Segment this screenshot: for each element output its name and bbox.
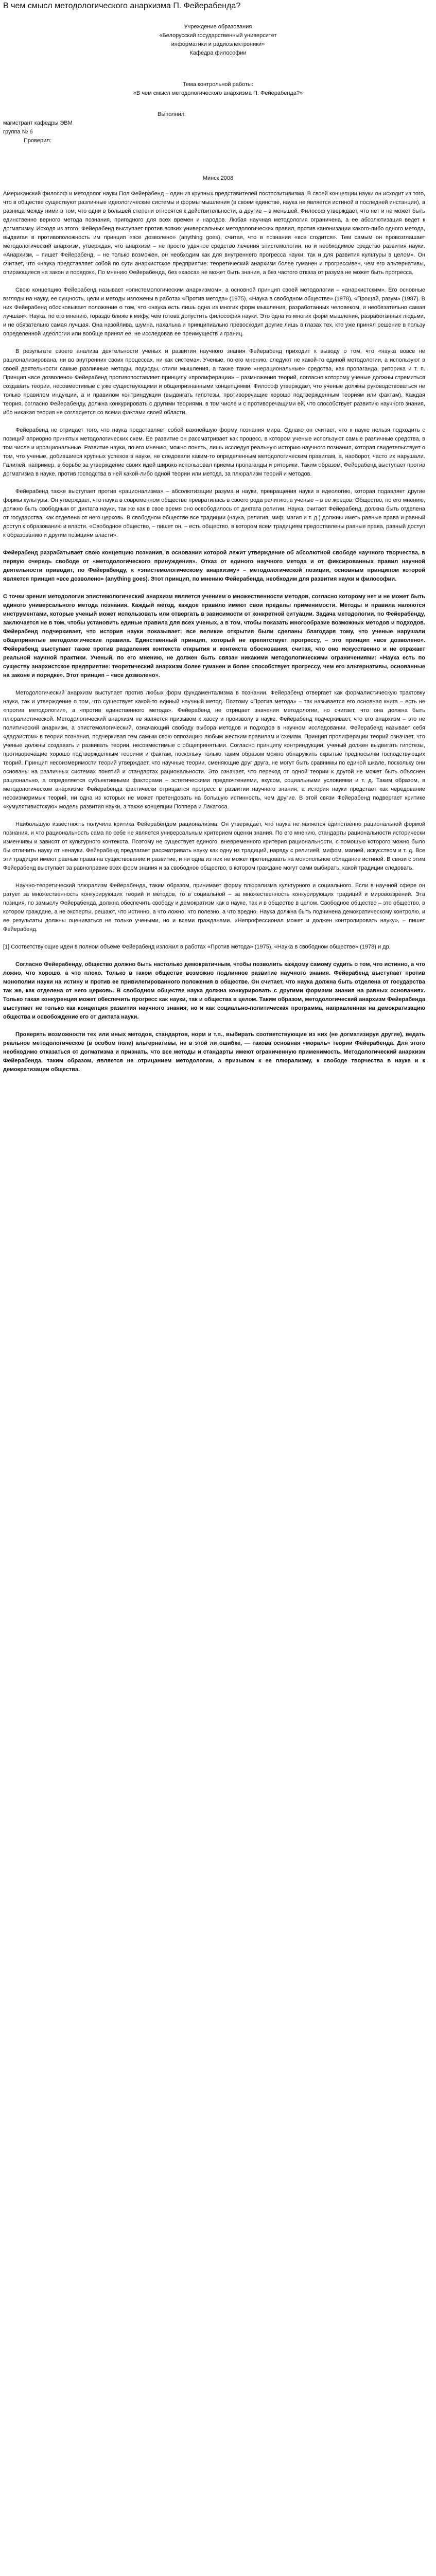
institution-line: «Белорусский государственный университет bbox=[159, 32, 277, 39]
institution-line: Учреждение образования bbox=[184, 24, 252, 30]
student-info-line: магистрант кафедры ЭВМ bbox=[3, 120, 73, 126]
paragraph: Свою концепцию Фейерабенд называет «эпистемологическим анархизмом», а основной принцип своей методологии – «анархистским». Его основные взгляды на науку, ее сущность, цели и методы изложены в работах «Против метода» (1975), «Наука в свободном обществе» (1978), «Прощай, разум» (1987). В них Фейерабенд обосновывает положение о том, что «наука есть лишь одна из многих форм мышления, разработанных человеком, и необязательно самая лучшая». Наука, по его мнению, гораздо ближе к мифу, чем готова допустить философия науки. Это одна из многих форм мышления, разработанных людьми, и не обязательно самая лучшая. Она назойлива, шумна, нахальна и принципиально превосходит другие лишь в глазах тех, кто уже принял решение в пользу определенной идеологии или вообще принял ее, не исследовав ее преимуществ и границ. bbox=[3, 287, 425, 337]
document-title: В чем смысл методологического анархизма П. Фейерабенда? bbox=[3, 2, 241, 10]
paragraph: Фейерабенд также выступает против «рационализма» – абсолютизации разума и науки, превращения науки в идеологию, которая подавляет другие формы культуры. Он утверждает, что наука в современном обществе превратилась в своего рода религию, а ученые – в ее жрецов. Общество, по его мнению, должно быть свободным от диктата науки, так же как в свое время оно освободилось от диктата религии. Наука, считает Фейерабенд, должна быть отделена от государства, как отделена от него церковь. В свободном обществе все традиции (наука, религия, миф, магия и т. д.) должны иметь равные права и равный доступ к образованию и власти. «Свободное общество, – пишет он, – есть общество, в котором всем традициям предоставлены равные права, равный доступ к образованию и другим позициям власти». bbox=[3, 488, 425, 538]
institution-block bbox=[0, 23, 436, 58]
paragraph: Методологический анархизм выступает против любых форм фундаментализма в познании. Фейерабенд отвергает как формалистическую трактовку науки, так и утверждение о том, что существует какой-то единый научный метод. Поэтому «Против метода» – так называется его основная книга – есть не «против методологии», а «против единственного метода». Фейерабенд не отрицает значения методологии, но считает, что она должна быть плюралистической. Методологический анархизм не является призывом к хаосу и произволу в науке. Фейерабенд подчеркивает, что его анархизм – это не политический анархизм, а эпистемологический, означающий свободу выбора методов и подходов в научном исследовании. Фейерабенд называет себя «дадаистом» в теории познания, подчеркивая тем самым свою оппозицию любым жестким правилам и схемам. Принцип пролиферации теорий означает, что ученые должны создавать и развивать теории, несовместимые с общепринятыми. Согласно принципу контриндукции, ученый должен выдвигать гипотезы, противоречащие хорошо подтвержденным теориям и фактам, поскольку только таким образом можно обнаружить скрытые предпосылки господствующих теорий. Принцип несоизмеримости теорий утверждает, что научные теории, сменяющие друг друга, не могут быть сравнимы по единой шкале, поскольку они основаны на различных системах понятий и стандартах рациональности. Это означает, что переход от одной теории к другой не может быть объяснен рационально, а определяется субъективными факторами – эстетическими предпочтениями, вкусом, социальными условиями и т. д. Таким образом, в методологическом анархизме Фейерабенда фактически отрицается прогресс в развитии научного знания, а история науки предстает как чередование несоизмеримых теорий, ни одна из которых не может претендовать на большую истинность, чем другие. В этой связи Фейерабенд подвергает критике «кумулятивистскую» модель развития науки, а также концепции Поппера и Лакатоса. bbox=[3, 690, 425, 810]
paragraph: Фейерабенд не отрицает того, что наука представляет собой важнейшую форму познания мира. Однако он считает, что к науке нельзя подходить с позиций априорно принятых методологических схем. Ее развитие он рассматривает как процесс, в котором ученые используют самые различные средства, в том числе и иррациональные. Развитие науки, по его мнению, можно понять, лишь исследуя реальную историю научного познания, которая свидетельствует о том, что ученые, добившиеся крупных успехов в науке, не следовали каким-то определенным методологическим правилам, а, наоборот, часто их нарушали. Галилей, например, в борьбе за утверждение своих идей широко использовал приемы пропаганды и риторики. Таким образом, Фейерабенд выступает против догматизма в науке, против господства в ней какой-либо одной теории или метода, за плюрализм теорий и методов. bbox=[3, 427, 425, 477]
paragraph: Американский философ и методолог науки Пол Фейерабенд – один из крупных представителей постпозитивизма. В своей концепции науки он исходит из того, что в обществе существуют различные идеологические системы и формы мышления (в своем единстве, наука не является истиной в последней инстанции), а разница между ними в том, что одни в большей степени относятся к действительности, а другие – в меньшей. Философ утверждает, что нет и не может быть единственно верного метода познания, пригодного для всех времен и народов. Любая научная методология ограничена, а ее абсолютизация ведет к догматизму. Исходя из этого, Фейерабенд выступает против всяких универсальных методологических правил, против канонизации какого-либо одного метода, выдвигая в противоположность им принцип «все дозволено» (anything goes), считая, что в познании «все сгодится». Тем самым он провозглашает методологический анархизм, утверждая, что анархизм – не просто удачное средство лечения эпистемологии, но и необходимое средство развития науки. «Анархизм, – пишет Фейерабенд, – не только возможен, он необходим как для внутреннего прогресса науки, так и для развития культуры в целом». Он считает, что «наука представляет собой по сути анархистское предприятие: теоретический анархизм более гуманен и прогрессивен, чем его альтернативы, опирающиеся на закон и порядок». По мнению Фейерабенда, без «хаоса» не может быть знания, а без частого отказа от разума не может быть прогресса. bbox=[3, 191, 425, 276]
student-info-line: группа № 6 bbox=[3, 129, 33, 135]
paragraph: Научно-теоретический плюрализм Фейерабенда, таким образом, принимает форму плюрализма культурного и социального. Если в научной сфере он ратует за множественность конкурирующих теорий и методов, то в социальной – за множественность конкурирующих традиций и мировоззрений. Эта позиция, по замыслу Фейерабенда, должна обеспечить свободу и демократизм как в науке, так и в обществе в целом. Свободное общество – это общество, в котором граждане, а не эксперты, решают, что истинно, а что ложно, что полезно, а что вредно. Наука должна быть подчинена демократическому контролю, и ее результаты должны оцениваться не только учеными, но и всеми гражданами. «Непрофессионал может и должен контролировать науку», – пишет Фейерабенд. bbox=[3, 883, 425, 933]
paragraph-bold: Согласно Фейерабенду, общество должно быть настолько демократичным, чтобы позволить каждому самому судить о том, что истинно, а что ложно, что хорошо, а что плохо. Только в таком обществе возможно подлинное развитие научного знания. Фейерабенд выступает против монополии науки на истину и против ее привилегированного положения в обществе. Он считает, что наука должна быть отделена от государства так же, как отделена от него церковь. В свободном обществе наука должна конкурировать с другими формами знания на равных основаниях. Только такая конкуренция может обеспечить прогресс как науки, так и общества в целом. Таким образом, методологический анархизм Фейерабенда выступает не только как концепция развития научного знания, но и как социально-политическая программа, направленная на демократизацию общества и освобождение его от диктата науки. bbox=[3, 961, 425, 1020]
work-topic-text: «В чем смысл методологического анархизма П. Фейерабенда?» bbox=[133, 90, 303, 96]
paragraph-bold: Проверять возможности тех или иных методов, стандартов, норм и т.п., выбирать соответствующие из них (не догматизируя другие), ведать реальное методологическое (в особом поле) альтернативы, не в этой ли ошибке, — такова основная «мораль» теории Фейерабенда. Для этого необходимо отказаться от догматизма и признать, что все методы и стандарты имеют ограниченную применимость. Методологический анархизм Фейерабенда, таким образом, является не отрицанием методологии, а призывом к ее плюрализму, к свободе творчества в науке и к демократизации общества. bbox=[3, 1031, 425, 1073]
work-topic-label: Тема контрольной работы: bbox=[182, 81, 254, 88]
executed-block bbox=[3, 110, 431, 145]
paragraph: В результате своего анализа деятельности ученых и развития научного знания Фейерабенд приходит к выводу о том, что «наука вовсе не рационализирована, ни во внутренних своих процессах, ни как система». Ученые, по его мнению, следуют не какой-то единой методологии, а используют в своей деятельности самые различные методы, подходы, стили мышления, а также такие «нерациональные» средства, как пропаганда, риторика и т. п. Принцип «все дозволено» Фейерабенд противопоставляет принципу «пролиферации» – размножения теорий, согласно которому ученые должны стремиться создавать теории, несовместимые с уже существующими и общепризнанными концепциями. Философ утверждает, что ученые должны руководствоваться не только правилом индукции, а и правилом контриндукции (выдвигать гипотезы, противоречащие хорошо подтвержденным теориям или фактам). Каждая теория, согласно Фейерабенду, должна конкурировать с другими теориями, в том числе и с противоречащими ей, что способствует развитию научного знания, ибо никакая теория не согласуется со всеми фактами своей области. bbox=[3, 348, 425, 416]
paragraph-bold: Фейерабенд разрабатывает свою концепцию познания, в основании которой лежит утверждение об абсолютной свободе научного творчества, в первую очередь свободе от «методологического принуждения». Отказ от единого научного метода и от фиксированных правил научной деятельности приводит, по Фейерабенду, к «эпистемологическому анархизму» – методологической позиции, основным принципом которой является принцип «все дозволено» (anything goes). Этот принцип, по мнению Фейерабенда, необходим для развития науки и философии. bbox=[3, 550, 425, 582]
department-line: Кафедра философии bbox=[189, 50, 247, 56]
footnote: [1] Соответствующие идеи в полном объеме Фейерабенд изложил в работах «Против метода» (1975), «Наука в свободном обществе» (1978) и др. bbox=[3, 944, 391, 950]
checked-label: Проверил: bbox=[24, 138, 51, 144]
work-topic-block bbox=[0, 80, 436, 98]
paragraph: Наибольшую известность получила критика Фейерабендом рационализма. Он утверждает, что наука не является единственно рациональной формой познания, и что рациональность сама по себе не является универсальным критерием оценки знания. По его мнению, стандарты рациональности исторически изменчивы и зависят от культурного контекста. Поэтому не существует единого, вневременного критерия рациональности, с помощью которого можно было бы отличить науку от ненауки. Фейерабенд предлагает рассматривать науку как одну из традиций, наряду с религией, мифом, магией, искусством и т. д. Все эти традиции имеют равные права на существование и развитие, и ни одна из них не может претендовать на монопольное обладание истиной. В связи с этим Фейерабенд выступает за равноправие всех форм знания и за свободное общество, в котором граждане могут сами выбирать, какой традиции следовать. bbox=[3, 821, 425, 871]
executed-label: Выполнил: bbox=[158, 111, 186, 117]
institution-line: информатики и радиоэлектроники» bbox=[171, 41, 265, 47]
paragraph-bold: С точки зрения методологии эпистемологический анархизм является учением о множественности методов, согласно которому нет и не может быть единого универсального метода познания. Каждый метод, каждое правило имеют свои пределы применимости. Методы и правила являются инструментами, которые ученый может использовать или отвергать в зависимости от конкретной ситуации. Задача методологии, по Фейерабенду, заключается не в том, чтобы установить единые правила для всех ученых, а в том, чтобы показать многообразие возможных методов и подходов. Фейерабенд подчеркивает, что история науки показывает: все великие открытия были сделаны благодаря тому, что ученые нарушали общепринятые методологические правила. Единственный принцип, который не препятствует прогрессу, – это принцип «все дозволено». Фейерабенд выступает также против разделения контекста открытия и контекста обоснования, считая, что оно искусственно и не отражает реальной научной практики. Ученый, по его мнению, не должен быть связан никакими методологическими ограничениями: «Наука есть по существу анархистское предприятие: теоретический анархизм более гуманен и более способствует прогрессу, чем его альтернативы, основанные на законе и порядке». Этот принцип – «все дозволено». bbox=[3, 594, 425, 679]
city-year-text: Минск 2008 bbox=[202, 175, 234, 181]
article-body bbox=[3, 190, 425, 1083]
city-year bbox=[0, 174, 436, 183]
